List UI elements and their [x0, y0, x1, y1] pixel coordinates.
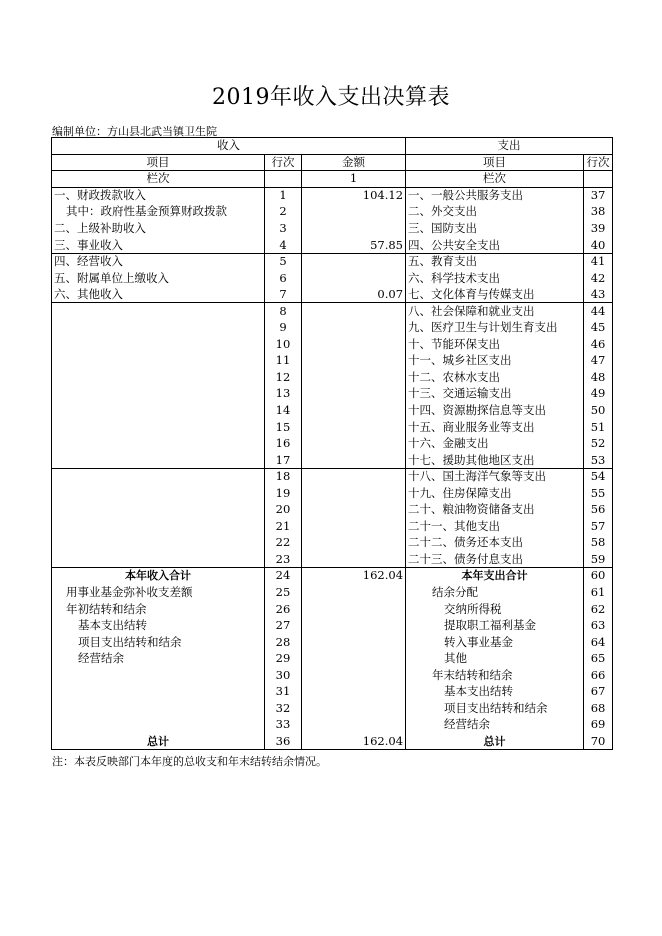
income-seq-cell: 36	[265, 733, 302, 750]
table-row	[52, 220, 613, 237]
income-amount-cell	[302, 617, 406, 634]
income-item-cell	[52, 336, 265, 353]
header-row-lanci	[52, 171, 613, 188]
expense-item-cell: 三、国防支出	[406, 220, 584, 237]
table-row	[52, 286, 613, 303]
income-amount-cell	[302, 402, 406, 419]
income-amount-cell	[302, 601, 406, 618]
expense-item-cell: 二十一、其他支出	[406, 518, 584, 535]
income-seq-cell: 6	[265, 270, 302, 287]
table-row	[52, 733, 613, 750]
expense-seq-cell: 56	[584, 502, 613, 519]
table-row	[52, 568, 613, 585]
table-row	[52, 386, 613, 403]
income-seq-cell: 16	[265, 435, 302, 452]
expense-item-cell: 十九、住房保障支出	[406, 485, 584, 502]
table-row	[52, 452, 613, 469]
income-amount-cell: 104.12	[302, 187, 406, 204]
expense-item-header: 项目	[406, 154, 584, 171]
expense-item-cell: 结余分配	[406, 584, 584, 601]
income-amount-cell: 162.04	[302, 568, 406, 585]
income-item-cell	[52, 369, 265, 386]
income-lanci-seq	[265, 171, 302, 188]
expense-seq-cell: 69	[584, 717, 613, 734]
expense-item-cell: 经营结余	[406, 717, 584, 734]
report-title: 2019年收入支出决算表	[212, 85, 450, 110]
expense-seq-cell: 52	[584, 435, 613, 452]
income-item-cell	[52, 419, 265, 436]
income-seq-cell: 7	[265, 286, 302, 303]
table-row	[52, 684, 613, 701]
income-amount-cell	[302, 220, 406, 237]
income-seq-cell: 29	[265, 650, 302, 667]
income-item-cell	[52, 402, 265, 419]
expense-seq-cell: 51	[584, 419, 613, 436]
income-amount-cell	[302, 204, 406, 221]
table-row	[52, 353, 613, 370]
table-row	[52, 502, 613, 519]
expense-seq-cell: 66	[584, 667, 613, 684]
income-item-cell	[52, 435, 265, 452]
income-item-cell: 经营结余	[52, 650, 265, 667]
income-amount-cell	[302, 667, 406, 684]
table-row	[52, 518, 613, 535]
income-seq-cell: 13	[265, 386, 302, 403]
table-row	[52, 253, 613, 270]
income-amount-cell	[302, 717, 406, 734]
table-row	[52, 270, 613, 287]
expense-seq-cell: 49	[584, 386, 613, 403]
income-item-cell: 年初结转和结余	[52, 601, 265, 618]
table-row	[52, 700, 613, 717]
income-item-cell	[52, 667, 265, 684]
income-seq-cell: 27	[265, 617, 302, 634]
footnote: 注：本表反映部门本年度的总收支和年末结转结余情况。	[52, 755, 327, 768]
expense-item-cell: 其他	[406, 650, 584, 667]
expense-item-cell: 十一、城乡社区支出	[406, 353, 584, 370]
income-seq-cell: 11	[265, 353, 302, 370]
table-row	[52, 485, 613, 502]
income-seq-cell: 26	[265, 601, 302, 618]
table-row	[52, 369, 613, 386]
income-seq-cell: 2	[265, 204, 302, 221]
income-seq-cell: 32	[265, 700, 302, 717]
income-item-cell: 三、事业收入	[52, 237, 265, 254]
income-item-cell: 基本支出结转	[52, 617, 265, 634]
income-amount-cell	[302, 353, 406, 370]
income-amount-cell	[302, 303, 406, 320]
table-row	[52, 419, 613, 436]
income-amount-cell: 0.07	[302, 286, 406, 303]
expense-seq-cell: 65	[584, 650, 613, 667]
expense-item-cell: 转入事业基金	[406, 634, 584, 651]
income-seq-cell: 25	[265, 584, 302, 601]
income-seq-cell: 1	[265, 187, 302, 204]
expense-seq-cell: 48	[584, 369, 613, 386]
income-item-cell	[52, 353, 265, 370]
expense-item-cell: 十二、农林水支出	[406, 369, 584, 386]
income-amount-cell	[302, 435, 406, 452]
income-seq-cell: 22	[265, 535, 302, 552]
income-seq-cell: 18	[265, 468, 302, 485]
expense-item-cell: 五、教育支出	[406, 253, 584, 270]
income-seq-cell: 30	[265, 667, 302, 684]
expense-seq-cell: 43	[584, 286, 613, 303]
expense-seq-cell: 42	[584, 270, 613, 287]
income-amount-cell	[302, 700, 406, 717]
expense-seq-cell: 54	[584, 468, 613, 485]
income-amount-cell	[302, 386, 406, 403]
expense-seq-cell: 41	[584, 253, 613, 270]
income-amount-cell	[302, 518, 406, 535]
income-amount-header: 金额	[302, 154, 406, 171]
expense-seq-cell: 39	[584, 220, 613, 237]
table-row	[52, 320, 613, 337]
table-row	[52, 237, 613, 254]
header-row-sections	[52, 138, 613, 155]
income-amount-cell	[302, 369, 406, 386]
income-lanci-label: 栏次	[52, 171, 265, 188]
income-seq-cell: 5	[265, 253, 302, 270]
income-amount-cell: 57.85	[302, 237, 406, 254]
income-seq-cell: 17	[265, 452, 302, 469]
income-amount-cell	[302, 419, 406, 436]
expense-seq-cell: 68	[584, 700, 613, 717]
income-seq-cell: 12	[265, 369, 302, 386]
expense-seq-header: 行次	[584, 154, 613, 171]
income-item-cell	[52, 535, 265, 552]
expense-seq-cell: 62	[584, 601, 613, 618]
income-item-cell	[52, 551, 265, 568]
income-amount-cell	[302, 584, 406, 601]
table-row	[52, 402, 613, 419]
income-amount-cell	[302, 253, 406, 270]
table-row	[52, 435, 613, 452]
expense-seq-cell: 46	[584, 336, 613, 353]
expense-item-cell: 项目支出结转和结余	[406, 700, 584, 717]
income-item-cell	[52, 518, 265, 535]
income-item-cell: 项目支出结转和结余	[52, 634, 265, 651]
income-amount-cell	[302, 684, 406, 701]
income-seq-cell: 8	[265, 303, 302, 320]
expense-item-cell: 基本支出结转	[406, 684, 584, 701]
table-body	[52, 138, 613, 750]
expense-seq-cell: 70	[584, 733, 613, 750]
income-item-cell	[52, 502, 265, 519]
expense-item-cell: 二十二、债务还本支出	[406, 535, 584, 552]
table-row	[52, 650, 613, 667]
expense-item-cell: 十五、商业服务业等支出	[406, 419, 584, 436]
expense-item-cell: 十八、国土海洋气象等支出	[406, 468, 584, 485]
income-amount-cell	[302, 650, 406, 667]
expense-seq-cell: 45	[584, 320, 613, 337]
expense-seq-cell: 44	[584, 303, 613, 320]
income-item-cell: 一、财政拨款收入	[52, 187, 265, 204]
income-seq-cell: 4	[265, 237, 302, 254]
income-section-header: 收入	[52, 138, 406, 155]
expense-item-cell: 十三、交通运输支出	[406, 386, 584, 403]
expense-seq-cell: 53	[584, 452, 613, 469]
expense-seq-cell: 47	[584, 353, 613, 370]
expense-item-cell: 一、一般公共服务支出	[406, 187, 584, 204]
expense-item-cell: 总计	[406, 733, 584, 750]
income-amount-cell	[302, 634, 406, 651]
expense-item-cell: 本年支出合计	[406, 568, 584, 585]
income-seq-cell: 28	[265, 634, 302, 651]
income-item-cell: 用事业基金弥补收支差额	[52, 584, 265, 601]
income-seq-cell: 15	[265, 419, 302, 436]
expense-item-cell: 十四、资源勘探信息等支出	[406, 402, 584, 419]
income-item-cell: 二、上级补助收入	[52, 220, 265, 237]
income-seq-cell: 24	[265, 568, 302, 585]
header-row-columns	[52, 154, 613, 171]
expense-section-header: 支出	[406, 138, 613, 155]
income-item-cell: 其中：政府性基金预算财政拨款	[52, 204, 265, 221]
income-item-cell	[52, 452, 265, 469]
income-seq-cell: 10	[265, 336, 302, 353]
income-seq-cell: 9	[265, 320, 302, 337]
expense-item-cell: 十七、援助其他地区支出	[406, 452, 584, 469]
income-item-cell	[52, 717, 265, 734]
expense-seq-cell: 58	[584, 535, 613, 552]
income-amount-cell	[302, 452, 406, 469]
income-seq-cell: 31	[265, 684, 302, 701]
expense-seq-cell: 59	[584, 551, 613, 568]
table-row	[52, 667, 613, 684]
table-row	[52, 617, 613, 634]
expense-item-cell: 七、文化体育与传媒支出	[406, 286, 584, 303]
expense-item-cell: 四、公共安全支出	[406, 237, 584, 254]
table-row	[52, 468, 613, 485]
expense-seq-cell: 55	[584, 485, 613, 502]
income-seq-cell: 23	[265, 551, 302, 568]
income-item-cell: 六、其他收入	[52, 286, 265, 303]
table-row	[52, 535, 613, 552]
income-amount-cell	[302, 270, 406, 287]
expense-seq-cell: 50	[584, 402, 613, 419]
table-row	[52, 717, 613, 734]
expense-item-cell: 十、节能环保支出	[406, 336, 584, 353]
expense-item-cell: 八、社会保障和就业支出	[406, 303, 584, 320]
expense-lanci-seq	[584, 171, 613, 188]
expense-item-cell: 提取职工福利基金	[406, 617, 584, 634]
expense-item-cell: 二、外交支出	[406, 204, 584, 221]
income-item-cell	[52, 684, 265, 701]
income-item-cell	[52, 468, 265, 485]
income-seq-header: 行次	[265, 154, 302, 171]
income-seq-cell: 3	[265, 220, 302, 237]
expense-lanci-label: 栏次	[406, 171, 584, 188]
income-seq-cell: 21	[265, 518, 302, 535]
expense-seq-cell: 67	[584, 684, 613, 701]
expense-item-cell: 六、科学技术支出	[406, 270, 584, 287]
income-seq-cell: 19	[265, 485, 302, 502]
expense-item-cell: 年末结转和结余	[406, 667, 584, 684]
income-item-cell: 总计	[52, 733, 265, 750]
income-amount-cell	[302, 320, 406, 337]
income-item-cell	[52, 485, 265, 502]
table-row	[52, 303, 613, 320]
expense-seq-cell: 40	[584, 237, 613, 254]
expense-item-cell: 十六、金融支出	[406, 435, 584, 452]
expense-seq-cell: 64	[584, 634, 613, 651]
table-row	[52, 584, 613, 601]
income-lanci-no: 1	[302, 171, 406, 188]
expense-seq-cell: 37	[584, 187, 613, 204]
table-row	[52, 601, 613, 618]
income-item-cell: 本年收入合计	[52, 568, 265, 585]
expense-item-cell: 二十、粮油物资储备支出	[406, 502, 584, 519]
income-seq-cell: 20	[265, 502, 302, 519]
income-amount-cell: 162.04	[302, 733, 406, 750]
income-amount-cell	[302, 502, 406, 519]
income-item-cell: 四、经营收入	[52, 253, 265, 270]
income-item-cell	[52, 303, 265, 320]
expense-seq-cell: 38	[584, 204, 613, 221]
table-row	[52, 204, 613, 221]
compiling-unit: 编制单位：方山县北武当镇卫生院	[52, 125, 217, 138]
income-amount-cell	[302, 551, 406, 568]
expense-item-cell: 二十三、债务付息支出	[406, 551, 584, 568]
expense-seq-cell: 60	[584, 568, 613, 585]
expense-seq-cell: 61	[584, 584, 613, 601]
income-amount-cell	[302, 485, 406, 502]
expense-item-cell: 九、医疗卫生与计划生育支出	[406, 320, 584, 337]
expense-seq-cell: 57	[584, 518, 613, 535]
income-seq-cell: 33	[265, 717, 302, 734]
income-expense-table	[51, 137, 613, 750]
table-row	[52, 336, 613, 353]
income-item-cell	[52, 386, 265, 403]
income-seq-cell: 14	[265, 402, 302, 419]
income-amount-cell	[302, 468, 406, 485]
income-amount-cell	[302, 535, 406, 552]
expense-item-cell: 交纳所得税	[406, 601, 584, 618]
table-row	[52, 551, 613, 568]
table-row	[52, 187, 613, 204]
income-item-cell	[52, 320, 265, 337]
expense-seq-cell: 63	[584, 617, 613, 634]
table-row	[52, 634, 613, 651]
income-amount-cell	[302, 336, 406, 353]
income-item-cell	[52, 700, 265, 717]
income-item-cell: 五、附属单位上缴收入	[52, 270, 265, 287]
income-item-header: 项目	[52, 154, 265, 171]
